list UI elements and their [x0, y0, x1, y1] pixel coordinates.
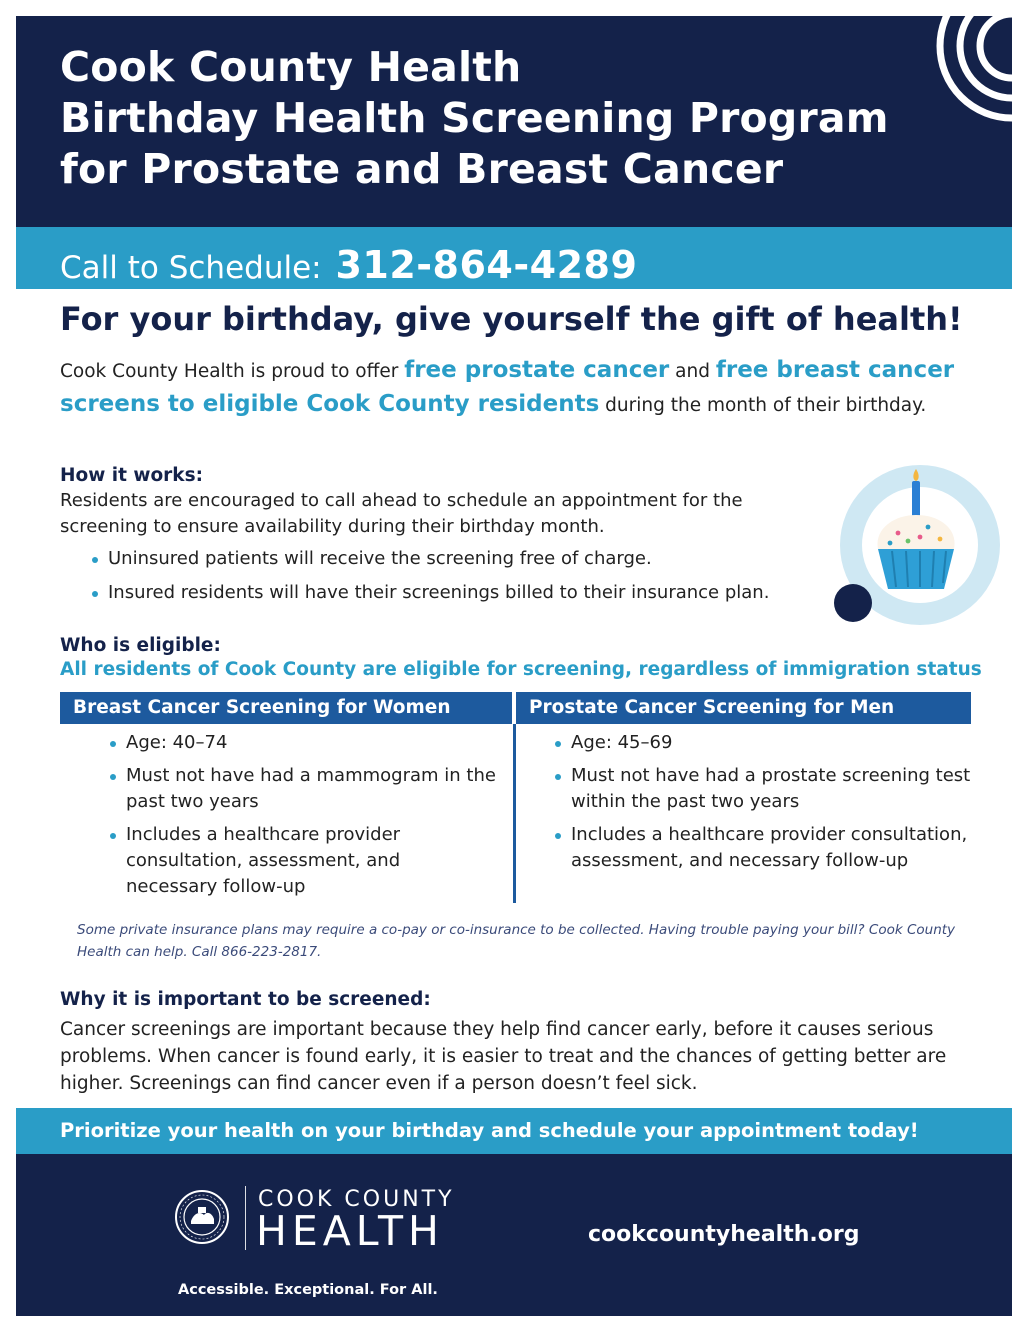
- intro-highlight-breast: free breast cancer screens to eligible Cook County residents: [60, 357, 955, 417]
- header-banner: [16, 16, 1012, 227]
- logo-divider: [245, 1186, 246, 1250]
- bullet-icon: [555, 833, 561, 839]
- intro-paragraph: [60, 354, 970, 422]
- page-title: [60, 42, 889, 195]
- list-item: Includes a healthcare provider consultation, assessment, and necessary follow-up: [552, 822, 972, 874]
- bullet-icon: [555, 741, 561, 747]
- why-text: Cancer screenings are important because they help find cancer early, before it causes serious problems. When cancer is found early, it is easier to treat and the chances of getting better are higher. Screenings can find cancer even if a person doesn’t feel sick.: [60, 1019, 947, 1094]
- bullet-icon: [110, 774, 116, 780]
- cta-text: Prioritize your health on your birthday and schedule your appointment today!: [60, 1119, 919, 1142]
- bullet-icon: [110, 833, 116, 839]
- website-link[interactable]: cookcountyhealth.org: [588, 1222, 860, 1247]
- prostate-criteria-list: [552, 730, 972, 874]
- intro-text: Cook County Health is proud to offer: [60, 361, 405, 382]
- list-item: Insured residents will have their screenings billed to their insurance plan.: [89, 580, 769, 606]
- bullet-icon: [92, 557, 98, 563]
- eligibility-note: All residents of Cook County are eligible for screening, regardless of immigration status: [60, 659, 982, 680]
- prostate-column-header: Prostate Cancer Screening for Men: [516, 692, 971, 724]
- eligibility-heading: Who is eligible:: [60, 635, 221, 656]
- list-item: Uninsured patients will receive the screening free of charge.: [89, 546, 769, 572]
- footer: [16, 1154, 1012, 1316]
- intro-highlight-prostate: free prostate cancer: [404, 357, 670, 383]
- cupcake-icon: [816, 453, 1016, 643]
- intro-text: during the month of their birthday.: [599, 395, 927, 416]
- how-it-works-text: Residents are encouraged to call ahead to schedule an appointment for the screening to ensure availability during their birthday month.: [60, 490, 743, 537]
- list-item: Age: 40–74: [107, 730, 497, 756]
- breast-criteria-list: [107, 730, 497, 900]
- list-item: Includes a healthcare provider consultation, assessment, and necessary follow-up: [107, 822, 497, 900]
- title-line-3: for Prostate and Breast Cancer: [60, 145, 784, 193]
- title-line-1: Cook County Health: [60, 43, 522, 91]
- tagline-motto: Accessible. Exceptional. For All.: [178, 1282, 438, 1298]
- how-it-works-list: [89, 546, 769, 606]
- bullet-icon: [92, 591, 98, 597]
- flyer-page: [16, 16, 1012, 1316]
- phone-number[interactable]: 312-864-4289: [335, 243, 638, 287]
- list-item: Must not have had a prostate screening test within the past two years: [552, 763, 972, 815]
- county-seal-icon: [174, 1189, 230, 1245]
- tagline: For your birthday, give yourself the gift of health!: [60, 300, 963, 338]
- bullet-icon: [555, 774, 561, 780]
- intro-text: and: [669, 361, 716, 382]
- bullet-icon: [110, 741, 116, 747]
- list-item: Age: 45–69: [552, 730, 972, 756]
- call-label: Call to Schedule:: [60, 250, 322, 286]
- insurance-fine-print: Some private insurance plans may require a co-pay or co-insurance to be collected. Having trouble paying your bill? Cook County Health can help. Call 866-223-2817.: [77, 922, 956, 960]
- list-item: Must not have had a mammogram in the past two years: [107, 763, 497, 815]
- breast-column-header: Breast Cancer Screening for Women: [60, 692, 512, 724]
- why-heading: Why it is important to be screened:: [60, 989, 431, 1010]
- how-it-works-heading: How it works:: [60, 465, 203, 486]
- title-line-2: Birthday Health Screening Program: [60, 94, 889, 142]
- concentric-arcs-icon: [902, 16, 1012, 136]
- cta-bar: [16, 1108, 1012, 1154]
- logo-text-top: COOK COUNTY: [258, 1187, 455, 1212]
- column-divider: [513, 724, 516, 903]
- logo-text-bottom: HEALTH: [256, 1207, 444, 1255]
- call-to-schedule-bar: [16, 227, 1012, 289]
